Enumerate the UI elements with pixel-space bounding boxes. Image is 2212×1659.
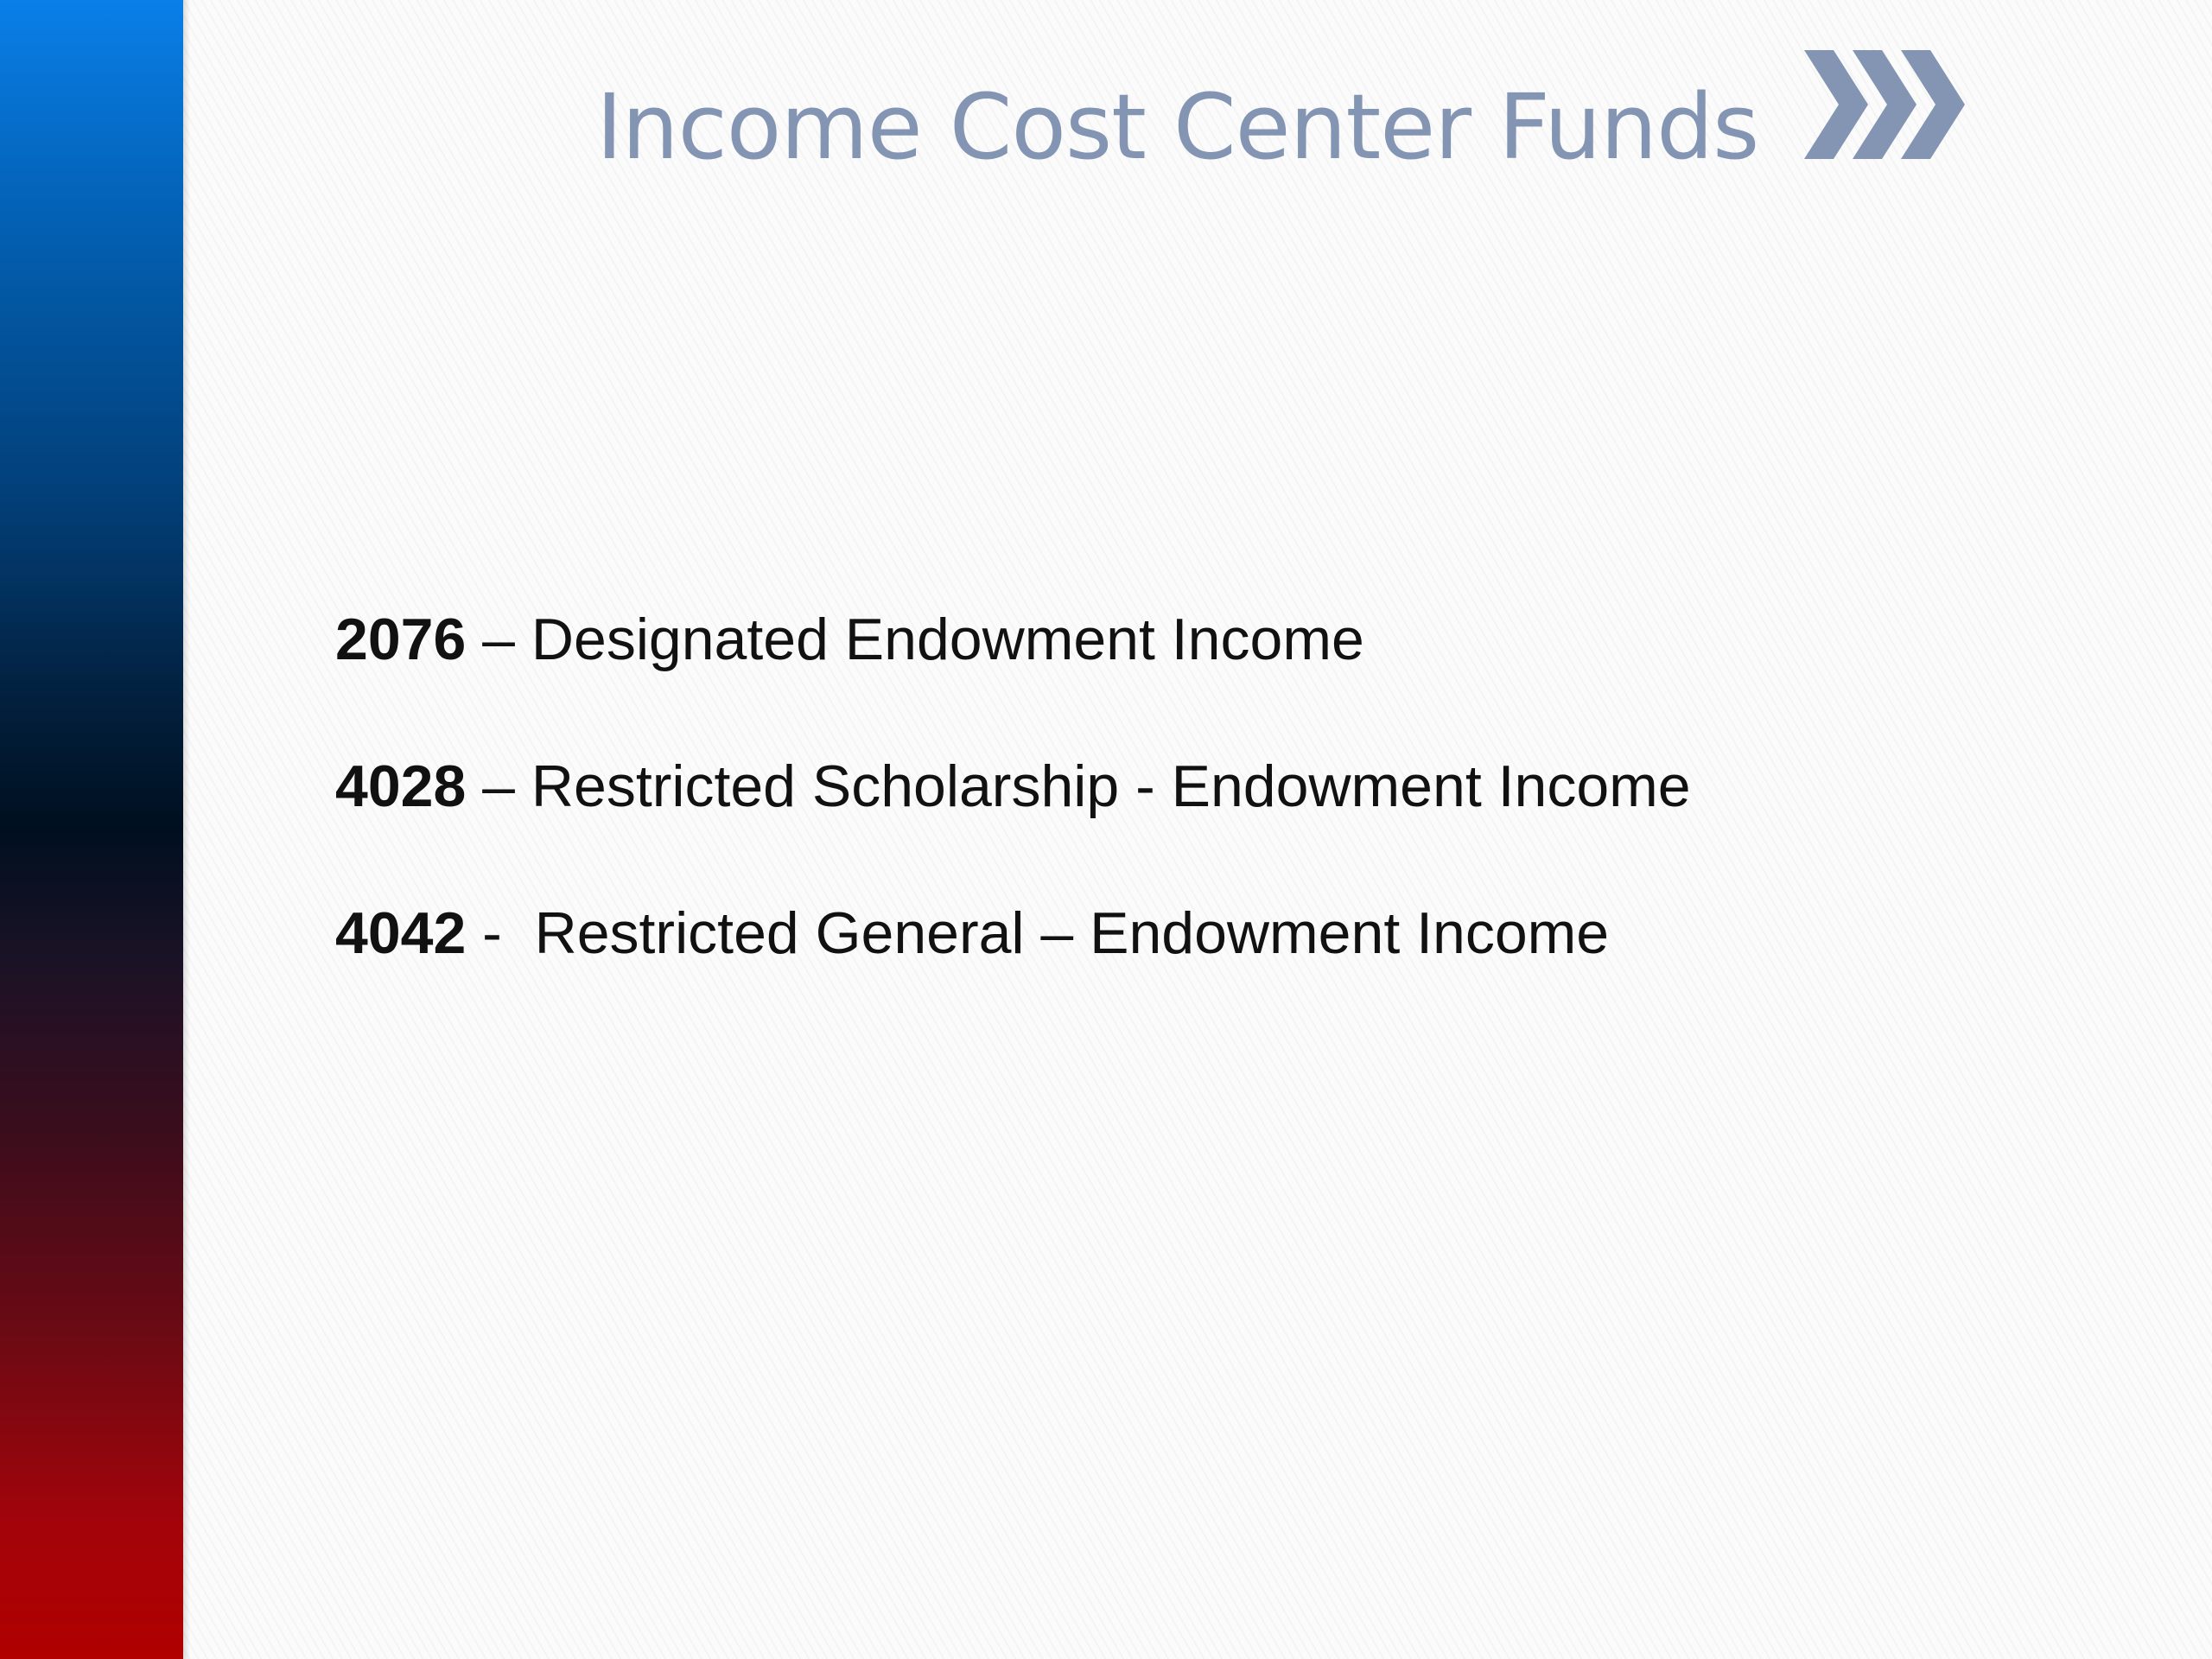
fund-separator: – [466, 753, 531, 819]
chevron-1 [1804, 50, 1868, 159]
fund-separator: – [466, 607, 531, 672]
slide-title: Income Cost Center Funds [596, 74, 1759, 180]
fund-code: 2076 [335, 607, 467, 672]
fund-code: 4042 [335, 900, 467, 966]
fund-item [335, 596, 1977, 683]
triple-chevron-right-icon [1804, 50, 1968, 159]
fund-code: 4028 [335, 753, 467, 819]
fund-name: Restricted Scholarship - Endowment Income [531, 753, 1691, 819]
fund-separator: - [466, 900, 535, 966]
fund-item [335, 743, 1977, 830]
fund-item [335, 890, 1977, 976]
fund-list [335, 596, 1977, 1037]
fund-name: Restricted General – Endowment Income [534, 900, 1610, 966]
side-gradient-bar [0, 0, 183, 1659]
fund-name: Designated Endowment Income [531, 607, 1364, 672]
